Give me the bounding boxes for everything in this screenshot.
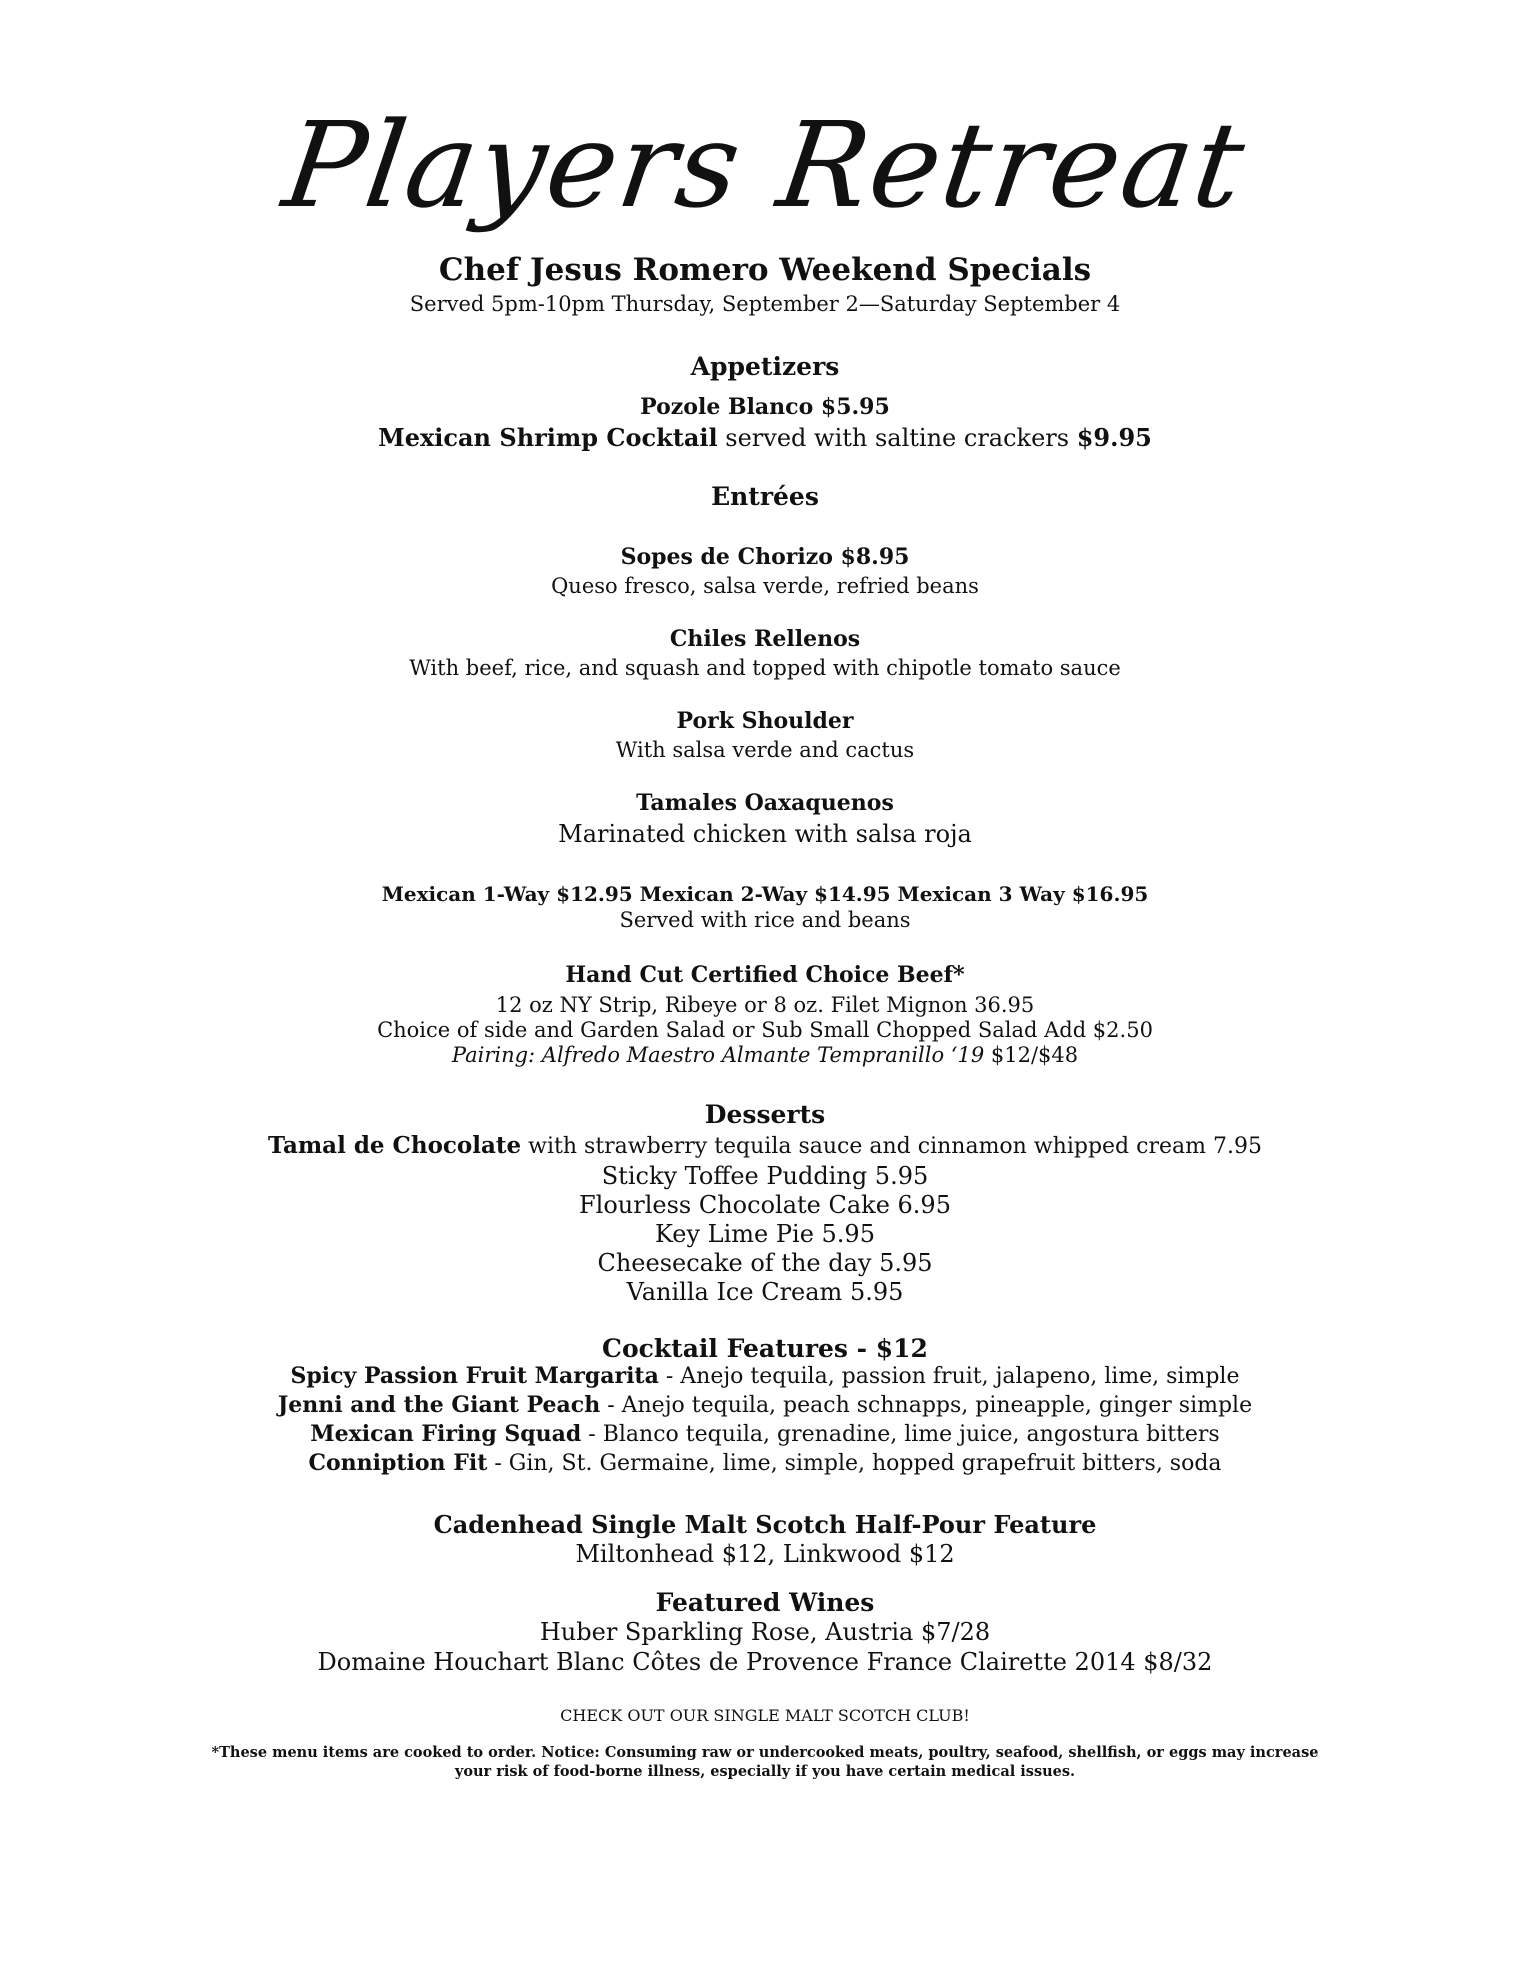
entree-beef-desc1: 12 oz NY Strip, Ribeye or 8 oz. Filet Mignon 36.95 (495, 993, 1035, 1017)
entree-sopes-desc: Queso fresco, salsa verde, refried beans (551, 574, 979, 598)
scotch-line: Miltonhead $12, Linkwood $12 (575, 1540, 955, 1568)
page-title: Chef Jesus Romero Weekend Specials (438, 252, 1092, 288)
entree-beef-desc2: Choice of side and Garden Salad or Sub Small Chopped Salad Add $2.50 (377, 1018, 1153, 1042)
cocktail-item (0, 1363, 1530, 1389)
cocktail-name: Spicy Passion Fruit Margarita (290, 1363, 659, 1389)
appetizer-shrimp-price: $9.95 (1076, 423, 1152, 452)
entree-sopes-name: Sopes de Chorizo $8.95 (620, 544, 910, 570)
entree-pork-desc: With salsa verde and cactus (615, 738, 915, 762)
dessert-tamal-price: 7.95 (1212, 1134, 1262, 1159)
dessert-item: Cheesecake of the day 5.95 (597, 1249, 933, 1277)
wine-item: Domaine Houchart Blanc Côtes de Provence France Clairette 2014 $8/32 (317, 1648, 1213, 1676)
appetizer-shrimp (0, 423, 1530, 452)
entrees-heading: Entrées (711, 482, 819, 511)
entree-chiles-name: Chiles Rellenos (669, 626, 861, 652)
appetizer-shrimp-desc: served with saltine crackers (717, 424, 1077, 452)
dessert-item: Flourless Chocolate Cake 6.95 (579, 1191, 951, 1219)
dessert-item: Vanilla Ice Cream 5.95 (626, 1278, 904, 1306)
food-notice-line2: your risk of food-borne illness, especially if you have certain medical issues. (454, 1763, 1076, 1780)
entree-combo-desc: Served with rice and beans (619, 908, 911, 932)
dessert-tamal-name: Tamal de Chocolate (268, 1132, 522, 1159)
pairing-price: $12/$48 (984, 1043, 1079, 1067)
pairing-wine: Pairing: Alfredo Maestro Almante Tempranillo ‘19 (451, 1043, 985, 1067)
entree-combo-line: Mexican 1-Way $12.95 Mexican 2-Way $14.95 Mexican 3 Way $16.95 (381, 882, 1149, 906)
scotch-club-note: CHECK OUT OUR SINGLE MALT SCOTCH CLUB! (560, 1706, 970, 1725)
cocktail-item (0, 1450, 1530, 1476)
cocktail-name: Jenni and the Giant Peach (277, 1392, 601, 1418)
cocktail-name: Mexican Firing Squad (310, 1421, 582, 1447)
dessert-tamal-desc: with strawberry tequila sauce and cinnamon whipped cream (521, 1134, 1213, 1159)
appetizer-shrimp-name: Mexican Shrimp Cocktail (378, 423, 718, 452)
entree-chiles-desc: With beef, rice, and squash and topped with chipotle tomato sauce (409, 656, 1121, 680)
entree-tamales-desc: Marinated chicken with salsa roja (558, 820, 972, 848)
cocktail-desc: - Anejo tequila, passion fruit, jalapeno, lime, simple (658, 1364, 1240, 1389)
cocktail-name: Conniption Fit (308, 1450, 488, 1476)
brand-logo: Players Retreat (276, 96, 1254, 234)
entree-beef-name: Hand Cut Certified Choice Beef* (565, 962, 965, 988)
cocktail-item (0, 1392, 1530, 1418)
cocktails-heading: Cocktail Features - $12 (602, 1334, 928, 1363)
cocktail-item (0, 1421, 1530, 1447)
dessert-tamal (0, 1132, 1530, 1159)
wine-item: Huber Sparkling Rose, Austria $7/28 (539, 1618, 991, 1646)
desserts-heading: Desserts (704, 1100, 826, 1129)
cocktail-desc: - Blanco tequila, grenadine, lime juice, angostura bitters (581, 1422, 1220, 1447)
scotch-heading: Cadenhead Single Malt Scotch Half-Pour Feature (433, 1510, 1097, 1539)
appetizer-pozole: Pozole Blanco $5.95 (640, 394, 890, 420)
entree-tamales-name: Tamales Oaxaquenos (636, 790, 894, 816)
entree-beef-pairing (0, 1043, 1530, 1067)
food-notice-line1: *These menu items are cooked to order. Notice: Consuming raw or undercooked meats, poultry, seafood, shellfish, or eggs may increase (211, 1744, 1319, 1761)
served-hours: Served 5pm-10pm Thursday, September 2—Saturday September 4 (409, 292, 1121, 316)
wines-heading: Featured Wines (655, 1588, 875, 1617)
dessert-item: Sticky Toffee Pudding 5.95 (601, 1162, 929, 1190)
entree-pork-name: Pork Shoulder (676, 708, 854, 734)
appetizers-heading: Appetizers (690, 352, 840, 381)
cocktail-desc: - Anejo tequila, peach schnapps, pineapple, ginger simple (600, 1393, 1253, 1418)
cocktail-desc: - Gin, St. Germaine, lime, simple, hopped grapefruit bitters, soda (487, 1451, 1222, 1476)
dessert-item: Key Lime Pie 5.95 (655, 1220, 875, 1248)
